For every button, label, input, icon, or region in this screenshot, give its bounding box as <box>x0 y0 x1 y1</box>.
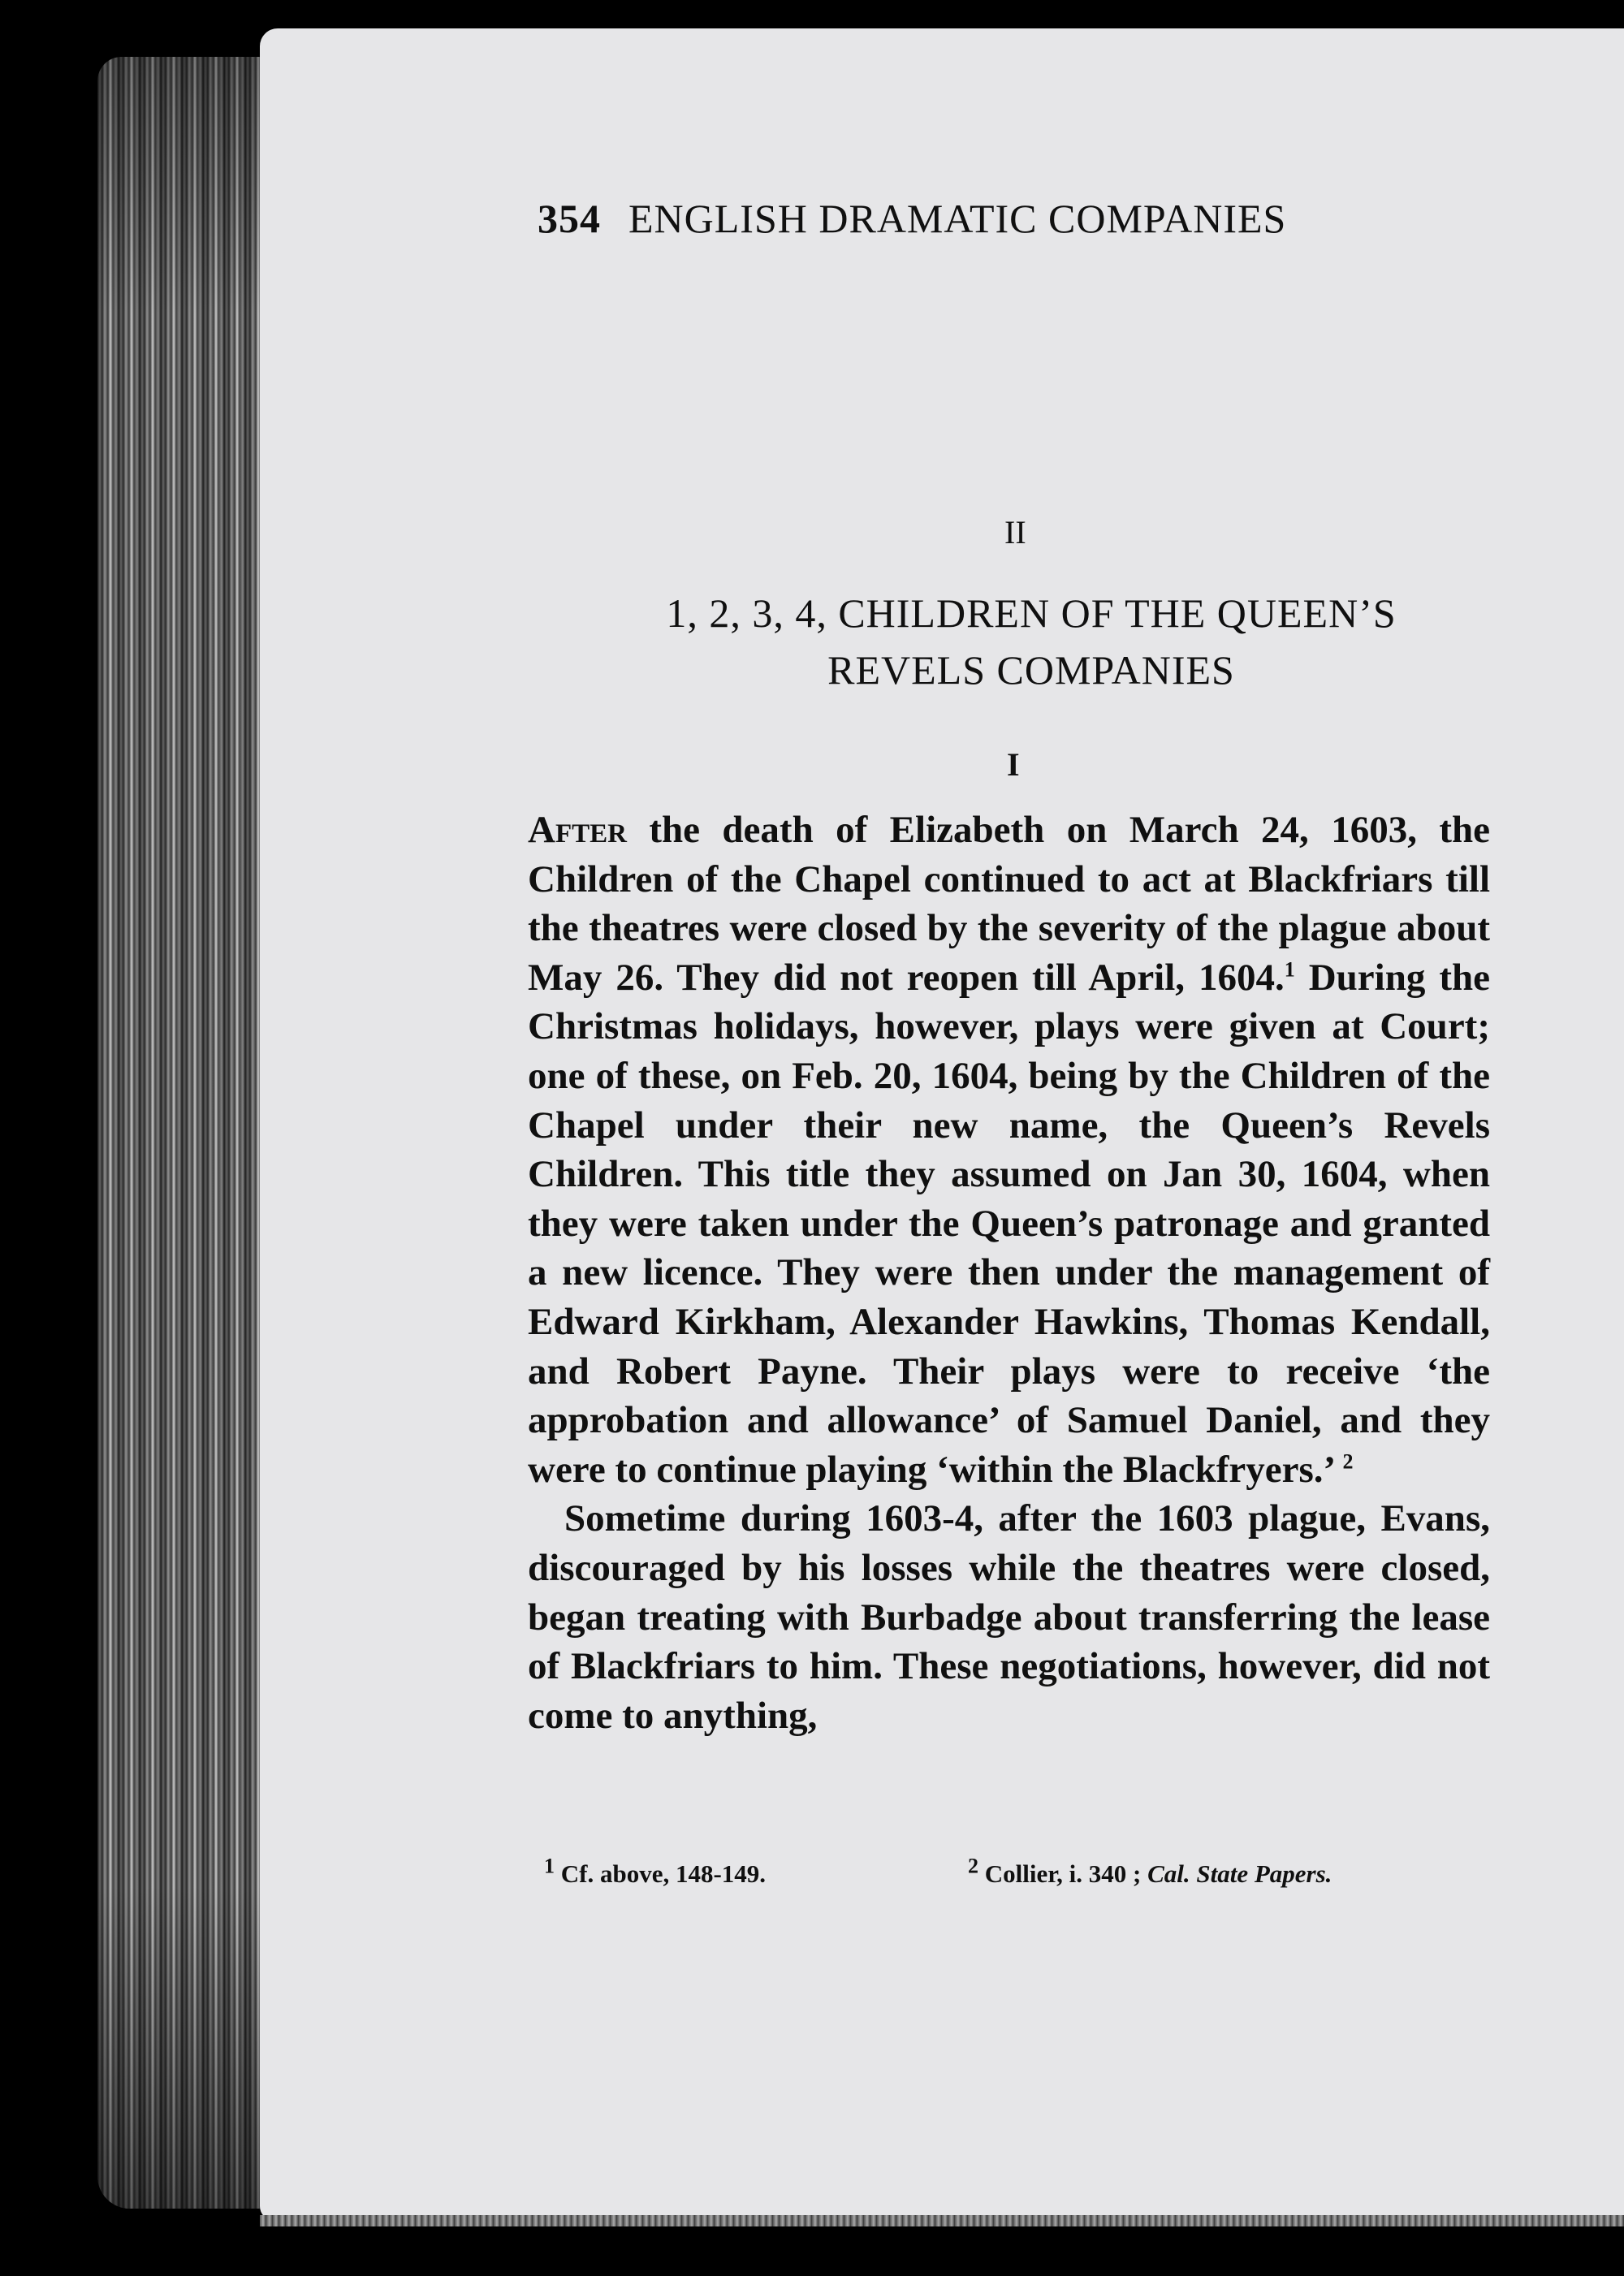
footnote-2-marker: 2 <box>968 1854 978 1878</box>
paragraph-lead-word: After <box>528 809 627 851</box>
footnote-ref-1: 1 <box>1284 957 1295 982</box>
chapter-title-line-1: 1, 2, 3, 4, CHILDREN OF THE QUEEN’S <box>666 590 1397 636</box>
page-number: 354 <box>538 196 601 241</box>
running-head <box>538 195 1286 242</box>
footnote-1-text: Cf. above, 148-149. <box>560 1859 767 1888</box>
paragraph-1-text-b: During the Christmas holidays, however, plays were given at Court; one of these, on Feb. 20, 1604, being by the Children of the Chapel under their new name, the Queen’s Revels Children. This title they assumed on Jan 30, 1604, when they were taken under the Queen’s patronage and granted a new licence. They were then under the management of Edward Kirkham, Alexander Hawkins, Thomas Kendall, and Robert Payne. Their plays were to receive ‘the approbation and allowance’ of Samuel Daniel, and they were to continue playing ‘within the Blackfryers.’ <box>528 956 1490 1491</box>
chapter-title <box>568 585 1494 698</box>
body-text <box>528 805 1490 1740</box>
subsection-number: I <box>1007 746 1020 783</box>
running-head-title: ENGLISH DRAMATIC COMPANIES <box>628 196 1287 241</box>
page-bottom-edge <box>260 2215 1624 2226</box>
paragraph-1 <box>528 805 1490 1494</box>
footnote-2-italic-text: Cal. State Papers. <box>1147 1859 1332 1888</box>
footnote-1 <box>544 1854 767 1889</box>
footnote-ref-2: 2 <box>1342 1449 1354 1474</box>
footnote-2 <box>968 1854 1332 1889</box>
paragraph-2: Sometime during 1603-4, after the 1603 plague, Evans, discouraged by his losses while the theatres were closed, began treating with Burbadge about transferring the lease of Blackfriars to him. These negotiations, however, did not come to anything, <box>528 1497 1490 1737</box>
footnote-1-marker: 1 <box>544 1854 555 1878</box>
section-number: II <box>1004 514 1026 551</box>
paragraph-1-text-a: the death of Elizabeth on March 24, 1603, the Children of the Chapel continued to act at Blackfriars till the theatres were closed by the severity of the plague about May 26. They did not reopen till April, 1604. <box>528 809 1490 999</box>
spine-shadow <box>97 57 272 2209</box>
footnote-2-text: Collier, i. 340 ; <box>984 1859 1148 1888</box>
chapter-title-line-2: REVELS COMPANIES <box>827 647 1235 693</box>
